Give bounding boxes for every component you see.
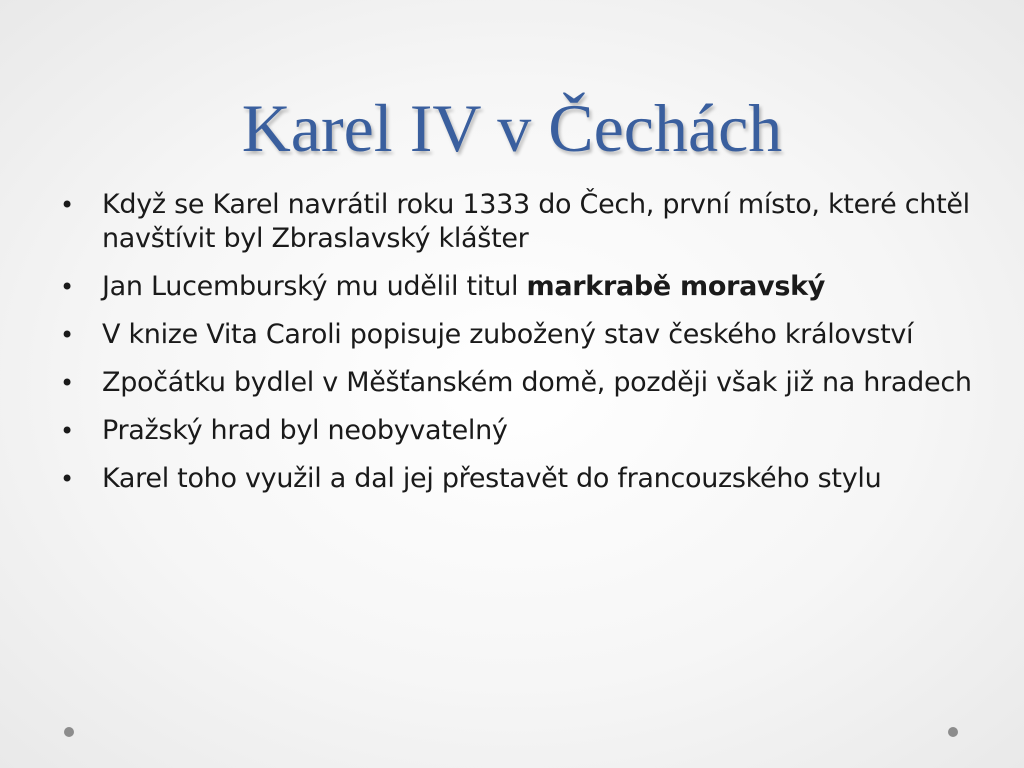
bullet-text: Pražský hrad byl neobyvatelný bbox=[102, 415, 508, 446]
corner-dot-right-icon bbox=[948, 727, 958, 737]
bullet-text: Zpočátku bydlel v Měšťanském domě, později však již na hradech bbox=[102, 367, 972, 398]
bullet-item bbox=[60, 414, 980, 448]
bullet-item bbox=[60, 270, 980, 304]
corner-dot-left-icon bbox=[64, 727, 74, 737]
bullet-bold-text: markrabě moravský bbox=[526, 271, 826, 302]
bullet-text: Jan Lucemburský mu udělil titul bbox=[102, 271, 527, 302]
bullet-text: V knize Vita Caroli popisuje zubožený stav českého království bbox=[102, 319, 914, 350]
bullet-item bbox=[60, 366, 980, 400]
bullet-item bbox=[60, 188, 980, 256]
bullet-item bbox=[60, 318, 980, 352]
bullet-list bbox=[60, 188, 980, 510]
bullet-text: Když se Karel navrátil roku 1333 do Čech, první místo, které chtěl navštívit byl Zbraslavský klášter bbox=[102, 189, 970, 254]
bullet-text: Karel toho využil a dal jej přestavět do francouzského stylu bbox=[102, 463, 882, 494]
slide-title: Karel IV v Čechách bbox=[241, 90, 783, 166]
bullet-item bbox=[60, 462, 980, 496]
